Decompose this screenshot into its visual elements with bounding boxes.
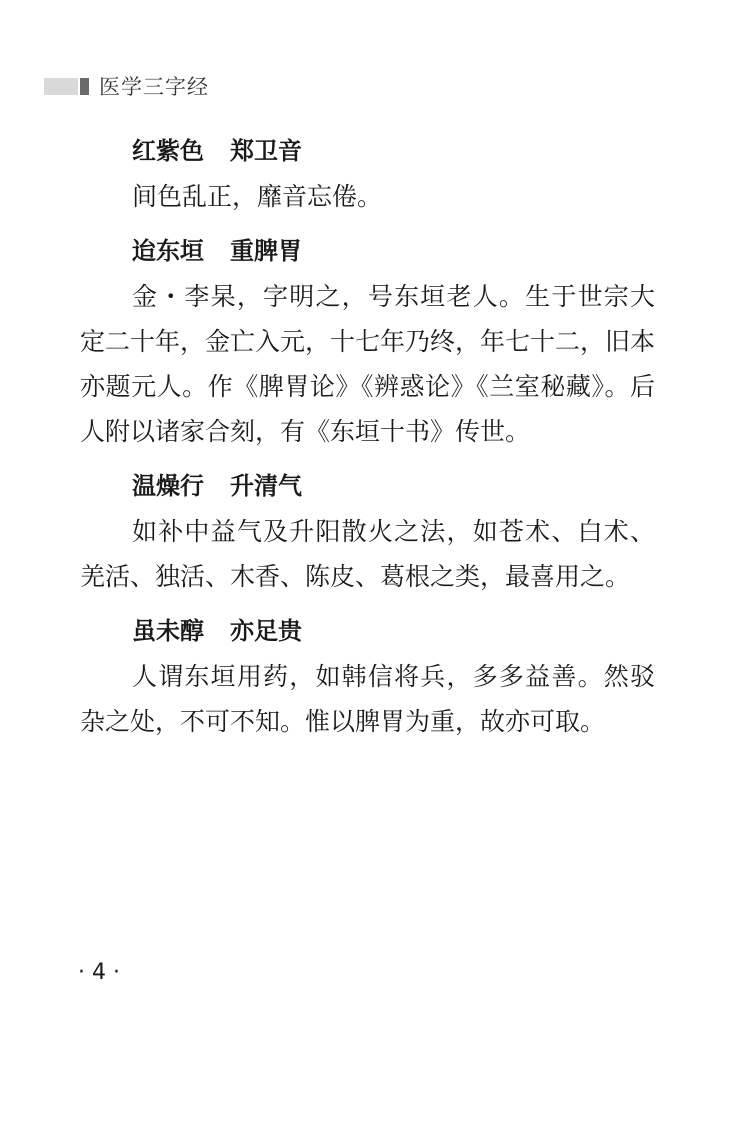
verse-phrase-b: 升清气 bbox=[230, 472, 302, 500]
book-title: 医学三字经 bbox=[99, 75, 209, 99]
page-content bbox=[80, 128, 655, 753]
commentary-paragraph: 人谓东垣用药，如韩信将兵，多多益善。然驳杂之处，不可不知。惟以脾胃为重，故亦可取。 bbox=[80, 662, 655, 736]
verse-phrase-a: 虽未醇 bbox=[132, 617, 204, 645]
verse-line bbox=[80, 228, 655, 274]
verse-phrase-b: 重脾胃 bbox=[230, 237, 302, 265]
verse-phrase-b: 郑卫音 bbox=[230, 137, 302, 165]
commentary-paragraph: 如补中益气及升阳散火之法，如苍术、白术、羌活、独活、木香、陈皮、葛根之类，最喜用之。 bbox=[80, 517, 655, 591]
section-3 bbox=[80, 463, 655, 599]
commentary-paragraph: 间色乱正，靡音忘倦。 bbox=[132, 182, 383, 211]
section-2 bbox=[80, 228, 655, 454]
verse-phrase-a: 温燥行 bbox=[132, 472, 204, 500]
verse-line bbox=[80, 463, 655, 509]
section-1 bbox=[80, 128, 655, 219]
header-decoration-marker bbox=[80, 78, 89, 95]
verse-phrase-b: 亦足贵 bbox=[230, 617, 302, 645]
verse-line bbox=[80, 608, 655, 654]
commentary-paragraph: 金・李杲，字明之，号东垣老人。生于世宗大定二十年，金亡入元，十七年乃终，年七十二，旧本亦题元人。作《脾胃论》《辨惑论》《兰室秘藏》。后人附以诸家合刻，有《东垣十书》传世。 bbox=[80, 282, 656, 446]
verse-phrase-a: 迨东垣 bbox=[132, 237, 204, 265]
header-decoration-bar bbox=[44, 78, 78, 95]
verse-phrase-a: 红紫色 bbox=[132, 137, 204, 165]
running-header bbox=[44, 72, 209, 100]
verse-line bbox=[80, 128, 655, 174]
section-4 bbox=[80, 608, 655, 744]
page-number: · 4 · bbox=[78, 960, 120, 985]
